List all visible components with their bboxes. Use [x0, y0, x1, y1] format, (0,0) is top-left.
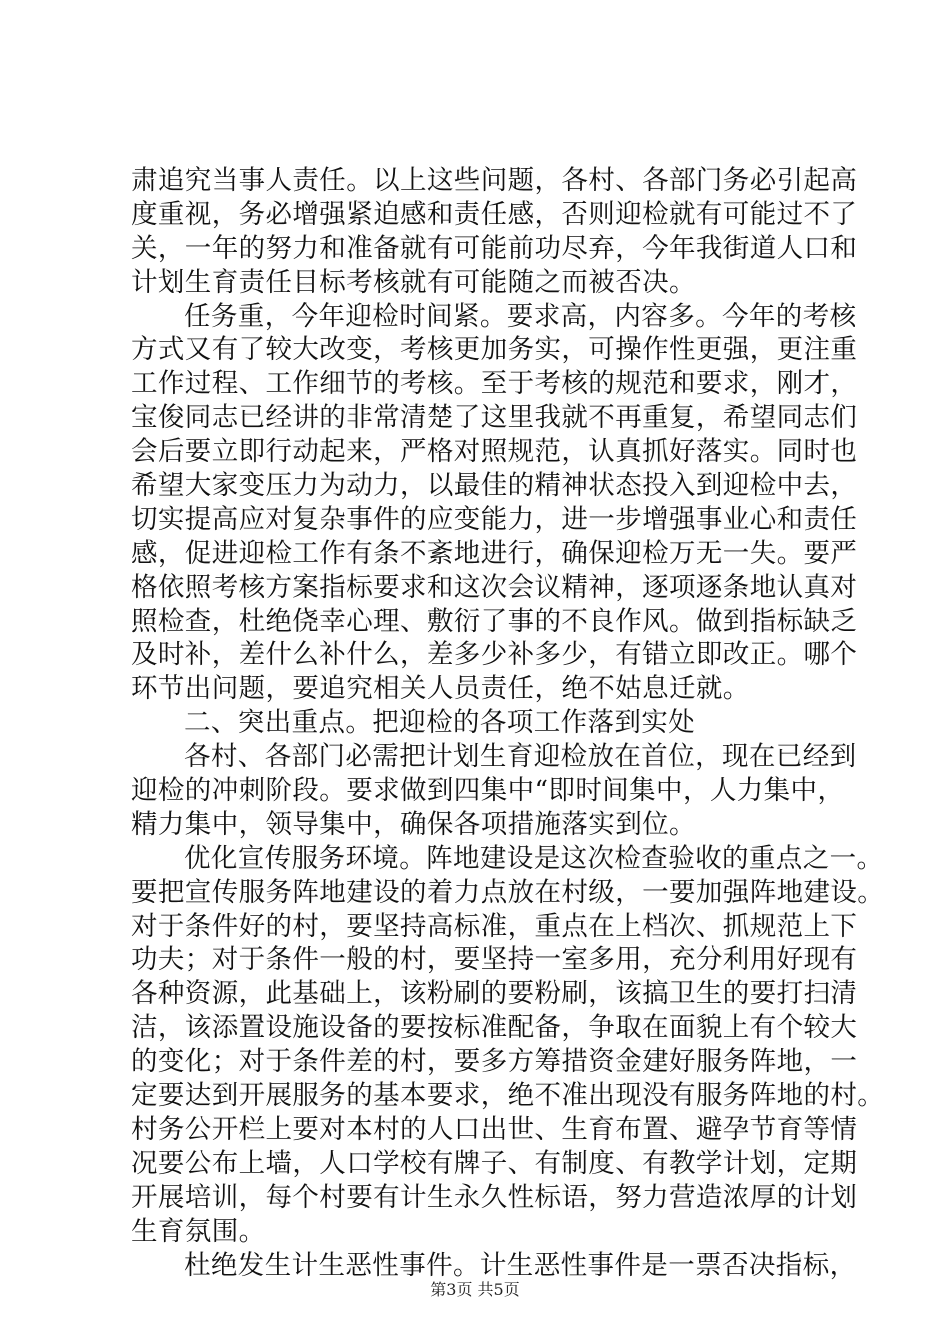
text-line: 村务公开栏上要对本村的人口出世、生育布置、避孕节育等情 — [131, 1113, 858, 1145]
text-line: 切实提高应对复杂事件的应变能力，进一步增强事业心和责任 — [131, 503, 858, 535]
text-line: 对于条件好的村，要坚持高标准，重点在上档次、抓规范上下 — [131, 910, 858, 942]
page-number-footer: 第3页 共5页 — [430, 1280, 520, 1299]
text-line: 方式又有了较大改变，考核更加务实，可操作性更强，更注重 — [131, 334, 858, 366]
text-line: 洁，该添置设施设备的要按标准配备，争取在面貌上有个较大 — [131, 1012, 858, 1044]
text-line: 的变化；对于条件差的村，要多方筹措资金建好服务阵地，一 — [131, 1046, 858, 1078]
text-line: 会后要立即行动起来，严格对照规范，认真抓好落实。同时也 — [131, 436, 858, 468]
text-line: 度重视，务必增强紧迫感和责任感，否则迎检就有可能过不了 — [131, 198, 858, 230]
text-line: 各种资源，此基础上，该粉刷的要粉刷，该搞卫生的要打扫清 — [131, 978, 858, 1010]
text-line: 宝俊同志已经讲的非常清楚了这里我就不再重复，希望同志们 — [131, 402, 858, 434]
text-line: 环节出问题，要追究相关人员责任，绝不姑息迁就。 — [131, 673, 750, 705]
text-line: 各村、各部门必需把计划生育迎检放在首位，现在已经到 — [184, 741, 857, 773]
text-line: 生育氛围。 — [131, 1215, 266, 1247]
text-line: 照检查，杜绝侥幸心理、敷衍了事的不良作风。做到指标缺乏 — [131, 605, 858, 637]
document-body — [131, 164, 885, 1282]
text-line: 计划生育责任目标考核就有可能随之而被否决。 — [131, 266, 696, 298]
text-line: 开展培训，每个村要有计生永久性标语，努力营造浓厚的计划 — [131, 1181, 858, 1213]
text-line: 定要达到开展服务的基本要求，绝不准出现没有服务阵地的村。 — [131, 1080, 885, 1112]
text-line: 二、突出重点。把迎检的各项工作落到实处 — [184, 707, 696, 739]
text-line: 优化宣传服务环境。阵地建设是这次检查验收的重点之一。 — [184, 842, 884, 874]
text-line: 工作过程、工作细节的考核。至于考核的规范和要求，刚才， — [131, 368, 858, 400]
text-line: 迎检的冲刺阶段。要求做到四集中“即时间集中，人力集中， — [131, 775, 845, 807]
text-line: 希望大家变压力为动力，以最佳的精神状态投入到迎检中去， — [131, 470, 858, 502]
text-line: 功夫；对于条件一般的村，要坚持一室多用，充分利用好现有 — [131, 944, 858, 976]
text-line: 杜绝发生计生恶性事件。计生恶性事件是一票否决指标， — [184, 1249, 857, 1281]
text-line: 况要公布上墙，人口学校有牌子、有制度、有教学计划，定期 — [131, 1147, 858, 1179]
text-line: 任务重，今年迎检时间紧。要求高，内容多。今年的考核 — [184, 300, 857, 332]
text-line: 关，一年的努力和准备就有可能前功尽弃，今年我街道人口和 — [131, 232, 858, 264]
text-line: 感，促进迎检工作有条不紊地进行，确保迎检万无一失。要严 — [131, 537, 858, 569]
text-line: 格依照考核方案指标要求和这次会议精神，逐项逐条地认真对 — [131, 571, 858, 603]
text-line: 肃追究当事人责任。以上这些问题，各村、各部门务必引起高 — [131, 165, 858, 196]
text-line: 及时补，差什么补什么，差多少补多少，有错立即改正。哪个 — [131, 639, 858, 671]
text-line: 精力集中，领导集中，确保各项措施落实到位。 — [131, 808, 696, 840]
text-line: 要把宣传服务阵地建设的着力点放在村级，一要加强阵地建设。 — [131, 876, 885, 908]
